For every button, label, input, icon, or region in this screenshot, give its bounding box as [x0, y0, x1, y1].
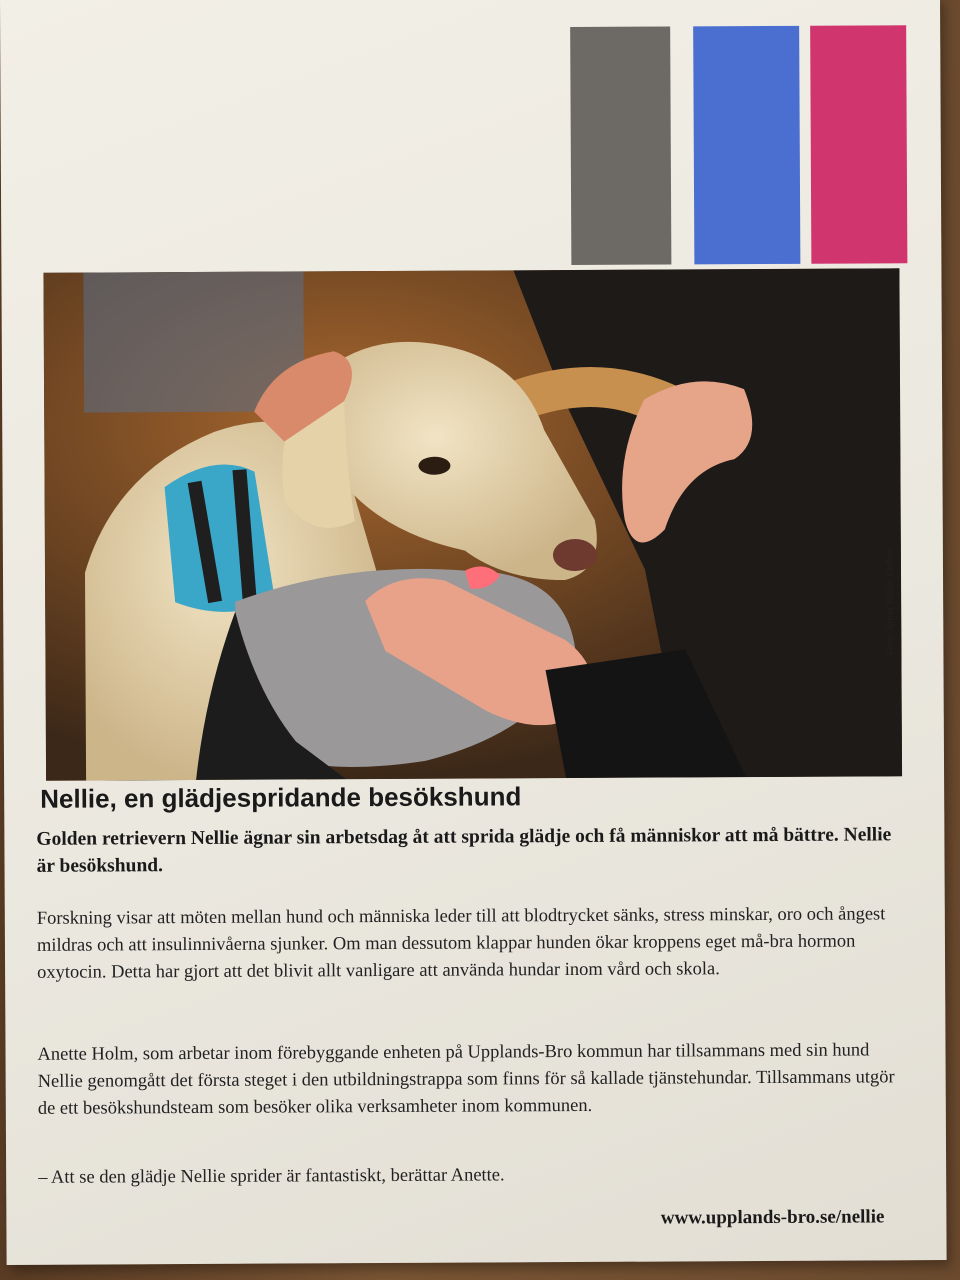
dog-photo — [43, 268, 902, 780]
article-quote: – Att se den glädje Nellie sprider är fantastiskt, berättar Anette. — [38, 1165, 505, 1188]
color-swatch-gray — [570, 26, 671, 265]
article-headline: Nellie, en glädjespridande besökshund — [40, 781, 522, 814]
color-swatch-pink — [810, 25, 907, 263]
dog-illustration — [43, 268, 902, 780]
article-link[interactable]: www.upplands-bro.se/nellie — [660, 1206, 885, 1229]
photo-credit: Foto: Anna Malm Kelfve — [884, 549, 897, 656]
article-ingress: Golden retrievern Nellie ägnar sin arbetsdag åt att sprida glädje och få människor att må bättre. Nellie är besökshund. — [36, 824, 892, 877]
color-swatch-blue — [693, 26, 800, 265]
article-paragraph-1: Forskning visar att möten mellan hund och människa leder till att blodtrycket sänks, stress minskar, oro och ångest mildras och att insulinnivåerna sjunker. Om man dessutom klappar hunden ökar kroppens eget må-bra hormon oxytocin. Detta har gjort att det blivit allt vanligare att använda hundar inom vård och skola. — [36, 904, 886, 983]
article-paragraph-2: Anette Holm, som arbetar inom förebyggande enheten på Upplands-Bro kommun har tillsammans med sin hund Nellie genomgått det första steget i den utbildningstrappa som finns för så kallade tjänstehundar. Tillsammans utgör de ett besökshundsteam som besöker olika verksamheter inom kommunen. — [37, 1040, 895, 1119]
